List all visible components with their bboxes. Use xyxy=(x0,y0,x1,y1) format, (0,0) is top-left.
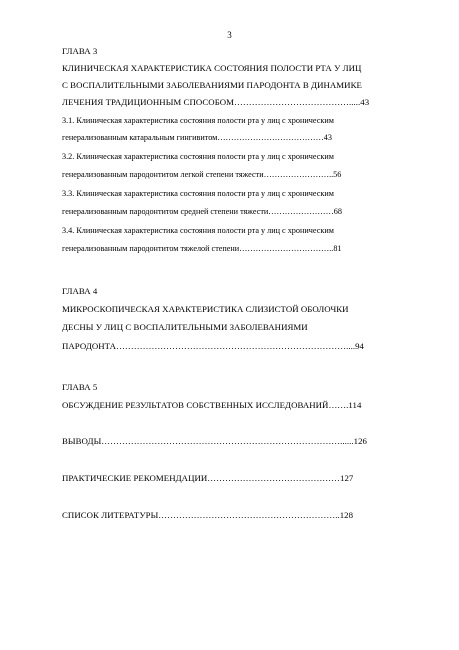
page-number: 3 xyxy=(227,30,232,40)
recommendations-entry: ПРАКТИЧЕСКИЕ РЕКОМЕНДАЦИИ………………………………………127 xyxy=(62,473,354,483)
references-entry: СПИСОК ЛИТЕРАТУРЫ……………………………………………………..128 xyxy=(62,510,354,520)
conclusions-entry: ВЫВОДЫ………………………………………………………………………......126 xyxy=(62,436,367,446)
section-3-4-line-1: 3.4. Клиническая характеристика состояния полости рта у лиц с хроническим xyxy=(62,226,334,235)
chapter-4-title-line-3: ПАРОДОНТА……………………………………………………………………....94 xyxy=(62,341,364,351)
section-3-3-line-1: 3.3. Клиническая характеристика состояния полости рта у лиц с хроническим xyxy=(62,189,334,198)
chapter-5-title-line-1: ОБСУЖДЕНИЕ РЕЗУЛЬТАТОВ СОБСТВЕННЫХ ИССЛЕДОВАНИЙ…….114 xyxy=(62,400,362,410)
chapter-3-title-line-2: С ВОСПАЛИТЕЛЬНЫМИ ЗАБОЛЕВАНИЯМИ ПАРОДОНТА В ДИНАМИКЕ xyxy=(62,80,362,90)
section-3-1-line-2: генерализованным катаральным гингивитом…………………………………43 xyxy=(62,133,332,142)
chapter-4-title-line-2: ДЕСНЫ У ЛИЦ С ВОСПАЛИТЕЛЬНЫМИ ЗАБОЛЕВАНИЯМИ xyxy=(62,322,308,332)
section-3-2-line-2: генерализованным пародонтитом легкой степени тяжести……………………..56 xyxy=(62,170,342,179)
chapter-3-title-line-3: ЛЕЧЕНИЯ ТРАДИЦИОННЫМ СПОСОБОМ………………………………….....43 xyxy=(62,97,370,107)
section-3-1-line-1: 3.1. Клиническая характеристика состояния полости рта у лиц с хроническим xyxy=(62,116,334,125)
chapter-3-label: ГЛАВА 3 xyxy=(62,46,98,56)
section-3-3-line-2: генерализованным пародонтитом средней степени тяжести……………………68 xyxy=(62,207,342,216)
chapter-3-title-line-1: КЛИНИЧЕСКАЯ ХАРАКТЕРИСТИКА СОСТОЯНИЯ ПОЛОСТИ РТА У ЛИЦ xyxy=(62,63,362,73)
chapter-4-label: ГЛАВА 4 xyxy=(62,286,98,296)
chapter-4-title-line-1: МИКРОСКОПИЧЕСКАЯ ХАРАКТЕРИСТИКА СЛИЗИСТОЙ ОБОЛОЧКИ xyxy=(62,304,349,314)
section-3-4-line-2: генерализованным пародонтитом тяжелой степени……………………………..81 xyxy=(62,244,342,253)
section-3-2-line-1: 3.2. Клиническая характеристика состояния полости рта у лиц с хроническим xyxy=(62,152,334,161)
chapter-5-label: ГЛАВА 5 xyxy=(62,382,98,392)
